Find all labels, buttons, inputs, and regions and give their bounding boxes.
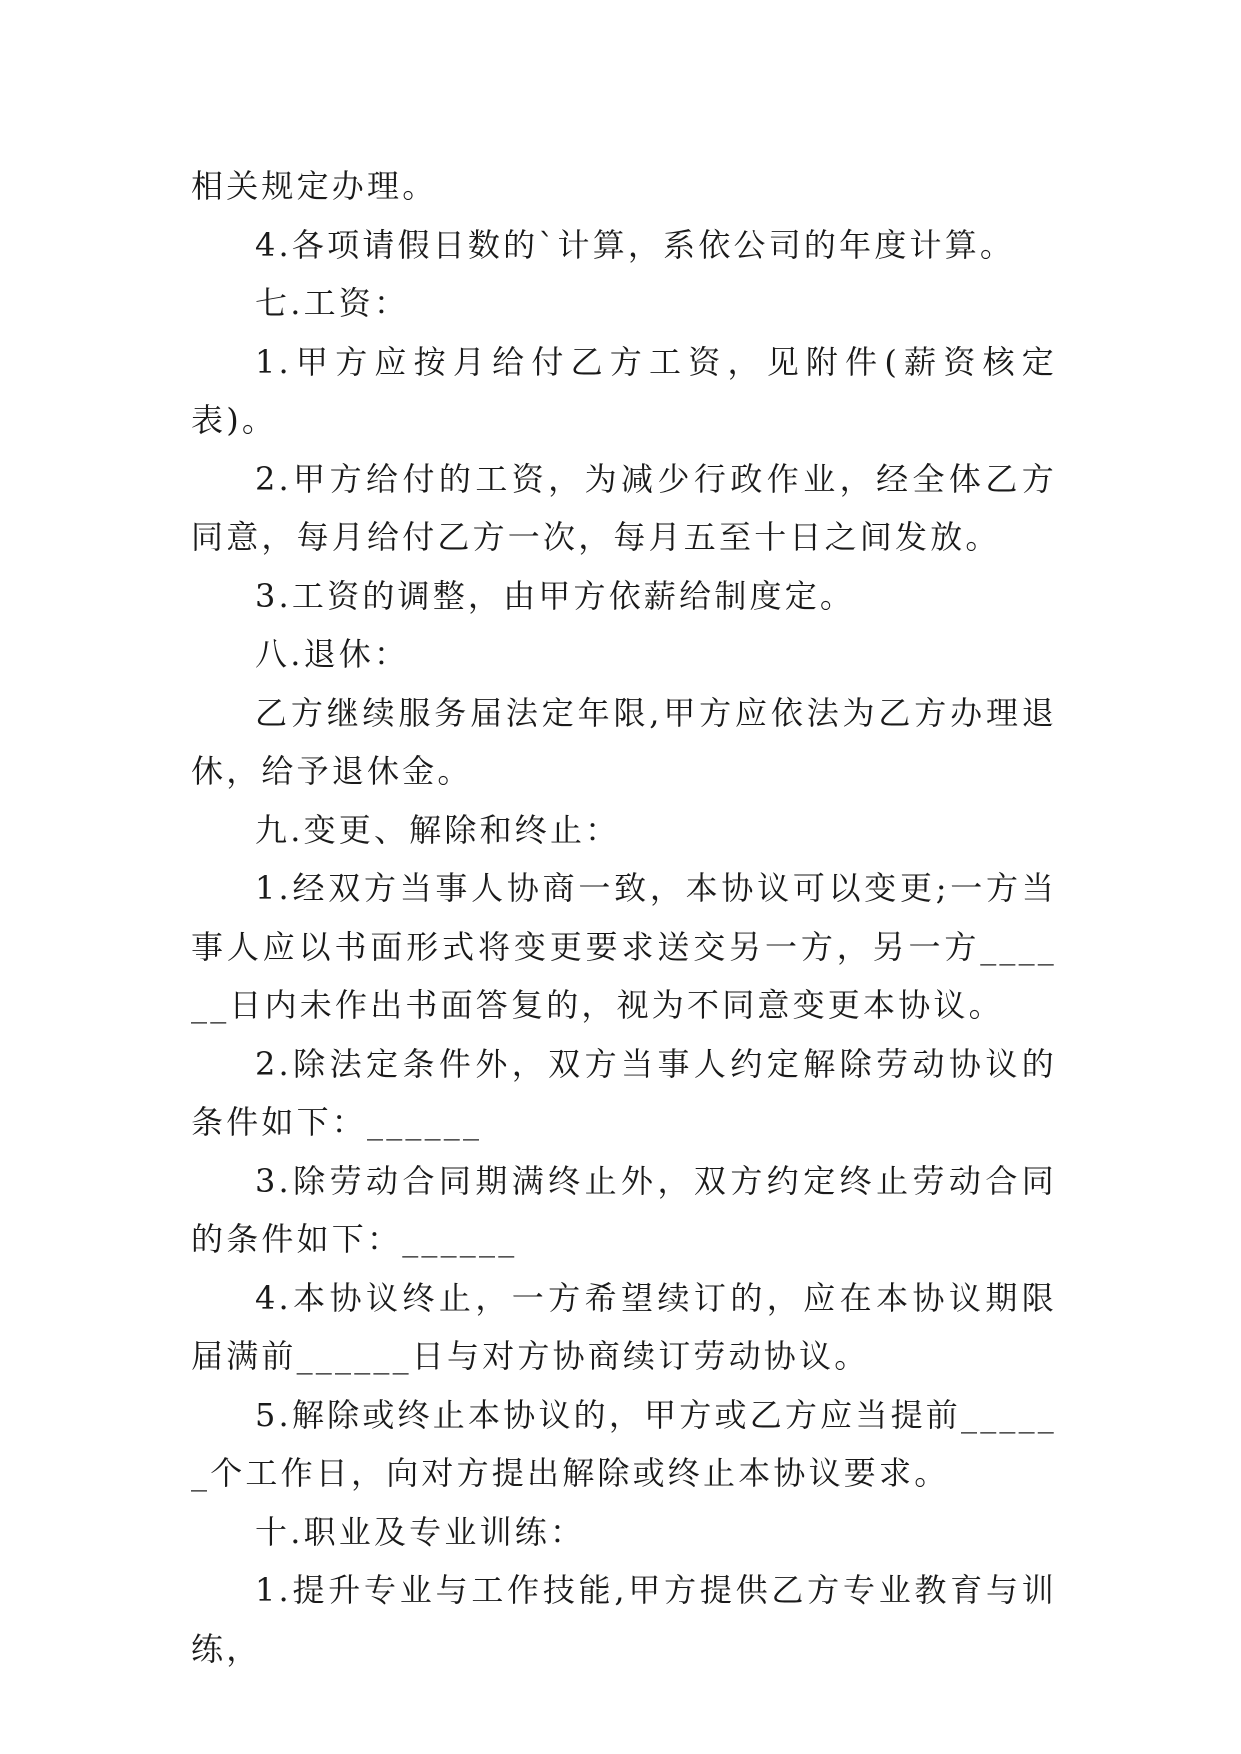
paragraph-4: 1.甲方应按月给付乙方工资，见附件(薪资核定表)。 (191, 342, 1057, 439)
paragraph-14: 5.解除或终止本协议的，甲方或乙方应当提前______个工作日，向对方提出解除或终止本协议要求。 (191, 1395, 1057, 1492)
paragraph-2: 4.各项请假日数的`计算，系依公司的年度计算。 (255, 225, 1016, 264)
section-heading-wages: 七.工资： (255, 284, 410, 322)
paragraph-10: 1.经双方当事人协商一致，本协议可以变更;一方当事人应以书面形式将变更要求送交另一方，另一方______日内未作出书面答复的，视为不同意变更本协议。 (191, 869, 1057, 1024)
section-heading-retirement: 八.退休： (255, 635, 410, 673)
paragraph-11: 2.除法定条件外，双方当事人约定解除劳动协议的条件如下：______ (191, 1044, 1057, 1141)
paragraph-5: 2.甲方给付的工资，为减少行政作业，经全体乙方同意，每月给付乙方一次，每月五至十日之间发放。 (191, 459, 1057, 556)
section-heading-changes: 九.变更、解除和终止： (255, 810, 621, 849)
section-heading-training: 十.职业及专业训练： (255, 1512, 586, 1551)
paragraph-12: 3.除劳动合同期满终止外，双方约定终止劳动合同的条件如下：______ (191, 1161, 1057, 1258)
document-body (191, 157, 1057, 1678)
paragraph-1: 相关规定办理。 (191, 167, 438, 205)
paragraph-8: 乙方继续服务届法定年限,甲方应依法为乙方办理退休，给予退休金。 (191, 693, 1057, 790)
paragraph-16: 1.提升专业与工作技能,甲方提供乙方专业教育与训练， (191, 1571, 1057, 1668)
paragraph-13: 4.本协议终止，一方希望续订的，应在本协议期限届满前______日与对方协商续订劳动协议。 (191, 1278, 1057, 1375)
paragraph-6: 3.工资的调整，由甲方依薪给制度定。 (255, 576, 856, 615)
